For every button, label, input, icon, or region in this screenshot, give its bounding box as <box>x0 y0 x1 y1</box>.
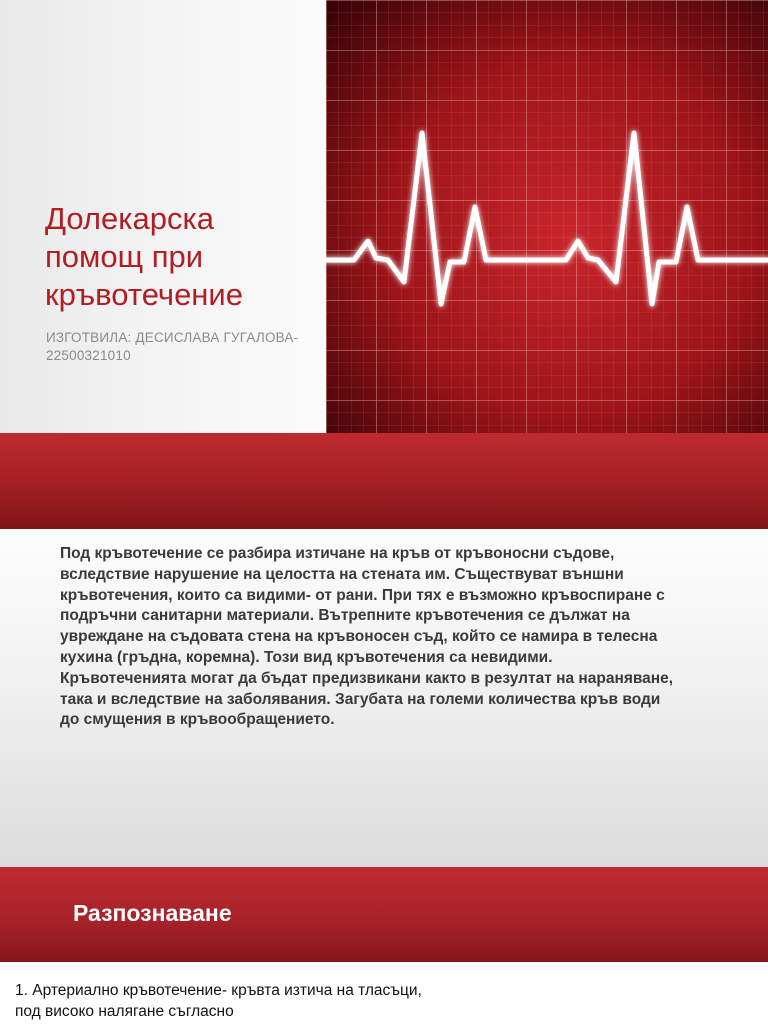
section-title: Разпознаване <box>73 900 232 926</box>
ekg-heartbeat-image <box>326 0 768 433</box>
slide-header-band <box>0 433 768 529</box>
presentation-title: Долекарска помощ при кръвотечение <box>45 201 243 312</box>
title-slide <box>0 0 768 433</box>
title-panel <box>0 0 326 433</box>
bleeding-definition-paragraph: Под кръвотечение се разбира изтичане на кръв от кръвоносни съдове, вследствие нарушение на целостта на стената им. Съществуват външни кръвотечения, които са видими- от рани. При тях е възможно кръвоспиране с подръчни санитарни материали. Вътрепните кръвотечения се дължат на увреждане на съдовата стена на кръвоносен съд, който се намира в телесна кухина (гръдна, коремна). Този вид кръвотечения са невидими. Кръвотеченията могат да бъдат предизвикани както в резултат на нараняване, така и вследствие на заболявания. Загубата на големи количества кръв води до смущения в кръвообращението. <box>60 545 674 729</box>
content-slide <box>0 529 768 867</box>
author-subtitle: ИЗГОТВИЛА: ДЕСИСЛАВА ГУГАЛОВА- 22500321010 <box>46 330 299 363</box>
list-item: 1. Артериално кръвотечение- кръвта изтича на тласъци, под високо налягане съгласно <box>15 982 422 1020</box>
section-header-band <box>0 867 768 962</box>
recognition-slide <box>0 962 768 1024</box>
